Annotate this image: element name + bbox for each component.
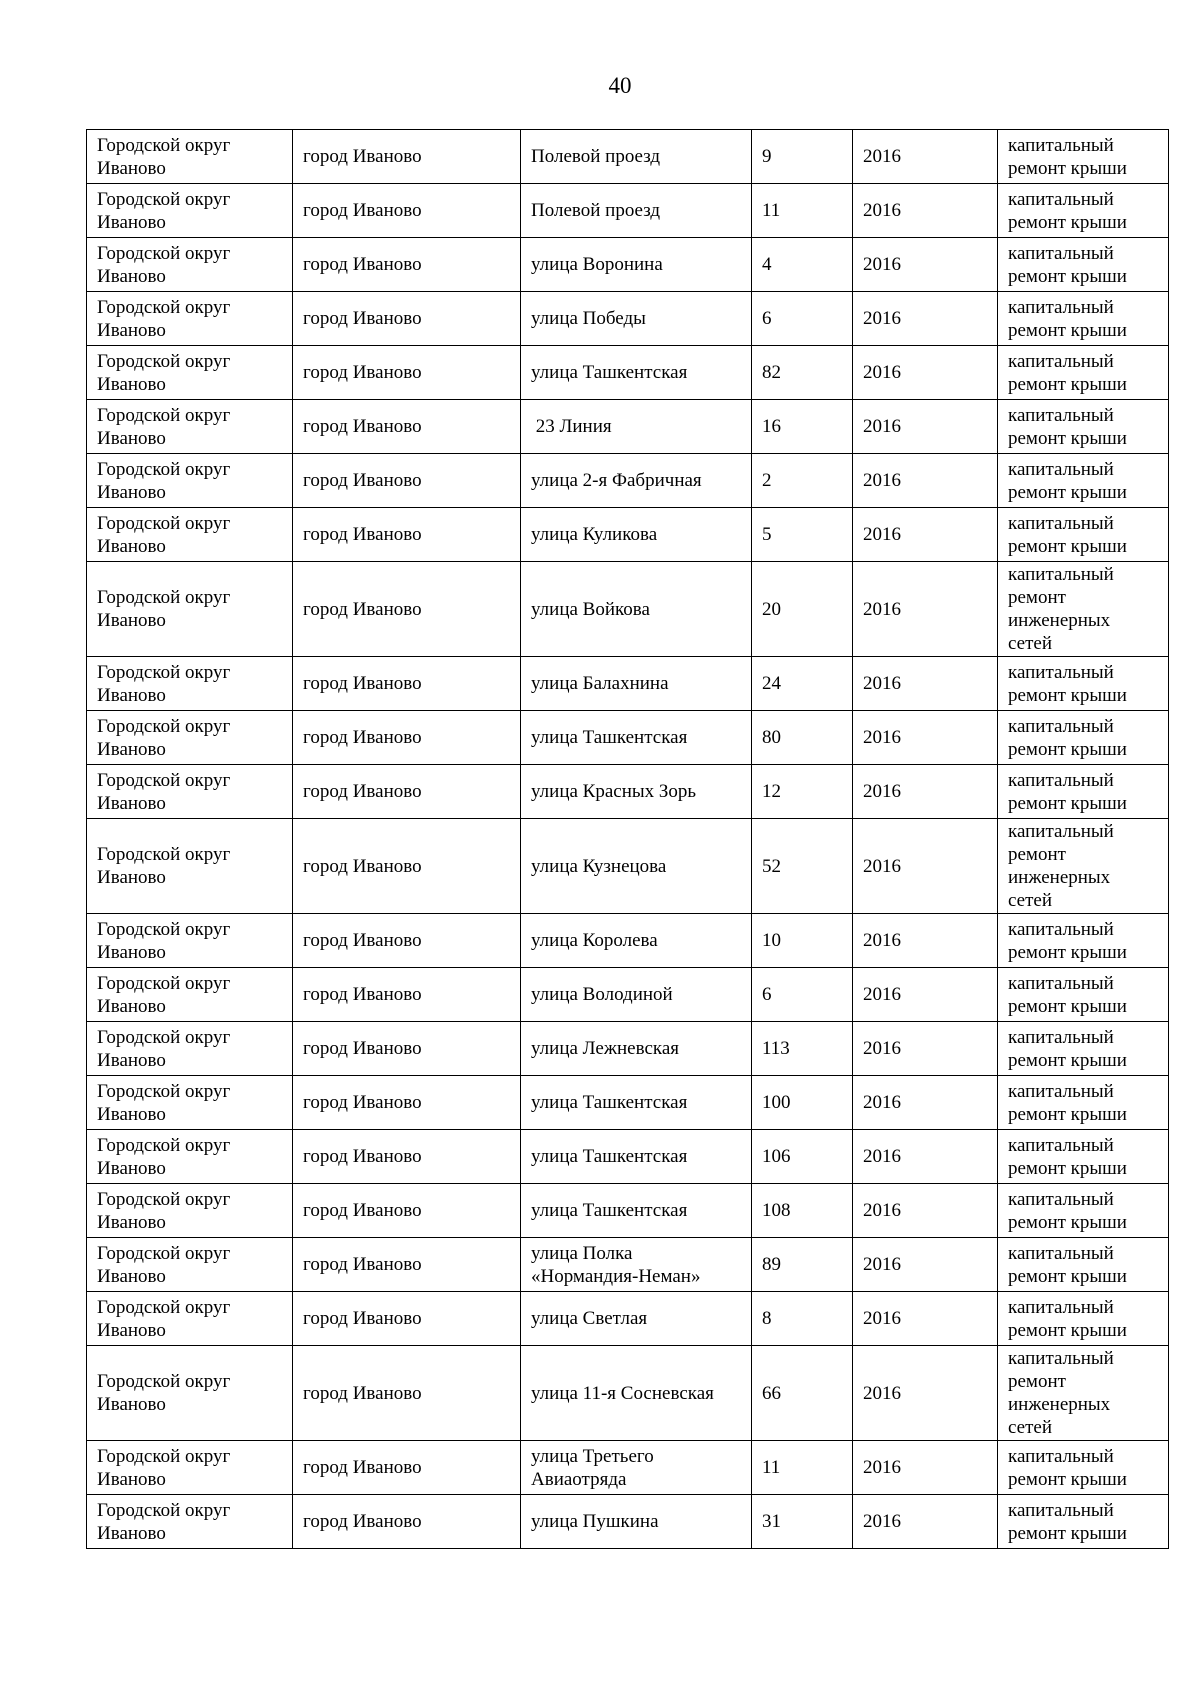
cell-year: 2016 bbox=[853, 184, 998, 238]
cell-work-type: капитальный ремонт крыши bbox=[998, 1292, 1169, 1346]
table-row bbox=[87, 657, 1169, 711]
cell-city: город Иваново bbox=[293, 400, 521, 454]
cell-street: улица Ташкентская bbox=[521, 346, 752, 400]
cell-work-type: капитальный ремонт крыши bbox=[998, 1076, 1169, 1130]
cell-work-type: капитальный ремонт крыши bbox=[998, 238, 1169, 292]
cell-work-type: капитальный ремонт крыши bbox=[998, 1022, 1169, 1076]
cell-street: улица 2-я Фабричная bbox=[521, 454, 752, 508]
cell-street: улица Войкова bbox=[521, 562, 752, 657]
cell-street: улица Лежневская bbox=[521, 1022, 752, 1076]
cell-year: 2016 bbox=[853, 562, 998, 657]
cell-year: 2016 bbox=[853, 765, 998, 819]
cell-house-number: 6 bbox=[752, 292, 853, 346]
cell-street: улица Ташкентская bbox=[521, 1076, 752, 1130]
table-row bbox=[87, 1292, 1169, 1346]
cell-house-number: 52 bbox=[752, 819, 853, 914]
cell-district: Городской округ Иваново bbox=[87, 346, 293, 400]
cell-district: Городской округ Иваново bbox=[87, 238, 293, 292]
cell-district: Городской округ Иваново bbox=[87, 1495, 293, 1549]
table-row bbox=[87, 711, 1169, 765]
table-row bbox=[87, 914, 1169, 968]
table-row bbox=[87, 1495, 1169, 1549]
cell-city: город Иваново bbox=[293, 1076, 521, 1130]
cell-city: город Иваново bbox=[293, 765, 521, 819]
cell-city: город Иваново bbox=[293, 914, 521, 968]
cell-year: 2016 bbox=[853, 1238, 998, 1292]
cell-street: Полевой проезд bbox=[521, 184, 752, 238]
cell-work-type: капитальный ремонт крыши bbox=[998, 1184, 1169, 1238]
table-row bbox=[87, 562, 1169, 657]
cell-house-number: 106 bbox=[752, 1130, 853, 1184]
cell-year: 2016 bbox=[853, 1495, 998, 1549]
table-row bbox=[87, 1346, 1169, 1441]
cell-city: город Иваново bbox=[293, 968, 521, 1022]
cell-street: улица Ташкентская bbox=[521, 1130, 752, 1184]
cell-year: 2016 bbox=[853, 400, 998, 454]
cell-district: Городской округ Иваново bbox=[87, 1238, 293, 1292]
cell-city: город Иваново bbox=[293, 562, 521, 657]
table-row bbox=[87, 819, 1169, 914]
cell-street: улица Володиной bbox=[521, 968, 752, 1022]
cell-year: 2016 bbox=[853, 1130, 998, 1184]
cell-year: 2016 bbox=[853, 346, 998, 400]
cell-house-number: 12 bbox=[752, 765, 853, 819]
cell-city: город Иваново bbox=[293, 1346, 521, 1441]
cell-work-type: капитальный ремонт инженерных сетей bbox=[998, 1346, 1169, 1441]
cell-house-number: 11 bbox=[752, 184, 853, 238]
cell-work-type: капитальный ремонт инженерных сетей bbox=[998, 562, 1169, 657]
table-row bbox=[87, 130, 1169, 184]
cell-district: Городской округ Иваново bbox=[87, 968, 293, 1022]
cell-district: Городской округ Иваново bbox=[87, 454, 293, 508]
cell-house-number: 31 bbox=[752, 1495, 853, 1549]
cell-work-type: капитальный ремонт крыши bbox=[998, 914, 1169, 968]
cell-year: 2016 bbox=[853, 508, 998, 562]
repair-schedule-table bbox=[86, 129, 1169, 1549]
cell-work-type: капитальный ремонт крыши bbox=[998, 184, 1169, 238]
cell-street: улица Третьего Авиаотряда bbox=[521, 1441, 752, 1495]
cell-district: Городской округ Иваново bbox=[87, 1441, 293, 1495]
cell-year: 2016 bbox=[853, 711, 998, 765]
cell-district: Городской округ Иваново bbox=[87, 292, 293, 346]
cell-work-type: капитальный ремонт крыши bbox=[998, 968, 1169, 1022]
cell-house-number: 16 bbox=[752, 400, 853, 454]
cell-city: город Иваново bbox=[293, 508, 521, 562]
cell-district: Городской округ Иваново bbox=[87, 765, 293, 819]
table-row bbox=[87, 346, 1169, 400]
cell-house-number: 5 bbox=[752, 508, 853, 562]
cell-district: Городской округ Иваново bbox=[87, 1184, 293, 1238]
cell-work-type: капитальный ремонт крыши bbox=[998, 1238, 1169, 1292]
table-row bbox=[87, 1184, 1169, 1238]
cell-work-type: капитальный ремонт крыши bbox=[998, 1130, 1169, 1184]
cell-house-number: 9 bbox=[752, 130, 853, 184]
cell-city: город Иваново bbox=[293, 1022, 521, 1076]
cell-house-number: 82 bbox=[752, 346, 853, 400]
cell-street: улица Красных Зорь bbox=[521, 765, 752, 819]
cell-district: Городской округ Иваново bbox=[87, 914, 293, 968]
table-row bbox=[87, 292, 1169, 346]
cell-street: улица Воронина bbox=[521, 238, 752, 292]
cell-street: улица 11-я Сосневская bbox=[521, 1346, 752, 1441]
cell-year: 2016 bbox=[853, 1346, 998, 1441]
cell-street: улица Ташкентская bbox=[521, 711, 752, 765]
cell-city: город Иваново bbox=[293, 346, 521, 400]
table-body bbox=[87, 130, 1169, 1549]
table-row bbox=[87, 508, 1169, 562]
table-row bbox=[87, 1022, 1169, 1076]
cell-city: город Иваново bbox=[293, 711, 521, 765]
cell-year: 2016 bbox=[853, 1076, 998, 1130]
cell-district: Городской округ Иваново bbox=[87, 1130, 293, 1184]
cell-year: 2016 bbox=[853, 1441, 998, 1495]
cell-year: 2016 bbox=[853, 819, 998, 914]
cell-city: город Иваново bbox=[293, 819, 521, 914]
cell-work-type: капитальный ремонт крыши bbox=[998, 1441, 1169, 1495]
table-row bbox=[87, 765, 1169, 819]
cell-street: улица Светлая bbox=[521, 1292, 752, 1346]
cell-year: 2016 bbox=[853, 292, 998, 346]
cell-year: 2016 bbox=[853, 238, 998, 292]
cell-district: Городской округ Иваново bbox=[87, 508, 293, 562]
page-number: 40 bbox=[608, 73, 632, 98]
cell-year: 2016 bbox=[853, 1292, 998, 1346]
cell-district: Городской округ Иваново bbox=[87, 1292, 293, 1346]
cell-house-number: 89 bbox=[752, 1238, 853, 1292]
cell-work-type: капитальный ремонт крыши bbox=[998, 711, 1169, 765]
cell-year: 2016 bbox=[853, 1184, 998, 1238]
cell-district: Городской округ Иваново bbox=[87, 1076, 293, 1130]
cell-district: Городской округ Иваново bbox=[87, 400, 293, 454]
cell-street: улица Полка «Нормандия-Неман» bbox=[521, 1238, 752, 1292]
cell-city: город Иваново bbox=[293, 1441, 521, 1495]
cell-district: Городской округ Иваново bbox=[87, 562, 293, 657]
cell-work-type: капитальный ремонт крыши bbox=[998, 130, 1169, 184]
cell-year: 2016 bbox=[853, 914, 998, 968]
cell-city: город Иваново bbox=[293, 238, 521, 292]
cell-city: город Иваново bbox=[293, 1238, 521, 1292]
cell-city: город Иваново bbox=[293, 657, 521, 711]
cell-year: 2016 bbox=[853, 454, 998, 508]
cell-house-number: 113 bbox=[752, 1022, 853, 1076]
table-row bbox=[87, 968, 1169, 1022]
cell-district: Городской округ Иваново bbox=[87, 184, 293, 238]
table-row bbox=[87, 1238, 1169, 1292]
cell-work-type: капитальный ремонт крыши bbox=[998, 346, 1169, 400]
cell-street: улица Ташкентская bbox=[521, 1184, 752, 1238]
cell-year: 2016 bbox=[853, 130, 998, 184]
cell-street: улица Кузнецова bbox=[521, 819, 752, 914]
cell-city: город Иваново bbox=[293, 1130, 521, 1184]
cell-year: 2016 bbox=[853, 657, 998, 711]
cell-house-number: 4 bbox=[752, 238, 853, 292]
table-row bbox=[87, 1130, 1169, 1184]
table-row bbox=[87, 238, 1169, 292]
cell-work-type: капитальный ремонт крыши bbox=[998, 400, 1169, 454]
cell-city: город Иваново bbox=[293, 184, 521, 238]
cell-house-number: 20 bbox=[752, 562, 853, 657]
cell-house-number: 108 bbox=[752, 1184, 853, 1238]
cell-city: город Иваново bbox=[293, 1184, 521, 1238]
cell-street: улица Королева bbox=[521, 914, 752, 968]
cell-house-number: 66 bbox=[752, 1346, 853, 1441]
cell-street: 23 Линия bbox=[521, 400, 752, 454]
cell-work-type: капитальный ремонт инженерных сетей bbox=[998, 819, 1169, 914]
cell-work-type: капитальный ремонт крыши bbox=[998, 657, 1169, 711]
cell-street: улица Куликова bbox=[521, 508, 752, 562]
table-row bbox=[87, 1076, 1169, 1130]
cell-street: улица Победы bbox=[521, 292, 752, 346]
table-row bbox=[87, 184, 1169, 238]
cell-work-type: капитальный ремонт крыши bbox=[998, 292, 1169, 346]
cell-house-number: 11 bbox=[752, 1441, 853, 1495]
cell-house-number: 80 bbox=[752, 711, 853, 765]
cell-district: Городской округ Иваново bbox=[87, 1346, 293, 1441]
cell-district: Городской округ Иваново bbox=[87, 130, 293, 184]
cell-city: город Иваново bbox=[293, 1292, 521, 1346]
cell-street: улица Балахнина bbox=[521, 657, 752, 711]
table-row bbox=[87, 454, 1169, 508]
cell-house-number: 8 bbox=[752, 1292, 853, 1346]
cell-street: улица Пушкина bbox=[521, 1495, 752, 1549]
cell-house-number: 10 bbox=[752, 914, 853, 968]
table-row bbox=[87, 1441, 1169, 1495]
cell-district: Городской округ Иваново bbox=[87, 819, 293, 914]
cell-city: город Иваново bbox=[293, 130, 521, 184]
cell-year: 2016 bbox=[853, 1022, 998, 1076]
cell-work-type: капитальный ремонт крыши bbox=[998, 765, 1169, 819]
cell-street: Полевой проезд bbox=[521, 130, 752, 184]
cell-house-number: 100 bbox=[752, 1076, 853, 1130]
cell-city: город Иваново bbox=[293, 1495, 521, 1549]
table-row bbox=[87, 400, 1169, 454]
cell-district: Городской округ Иваново bbox=[87, 1022, 293, 1076]
cell-city: город Иваново bbox=[293, 292, 521, 346]
cell-district: Городской округ Иваново bbox=[87, 711, 293, 765]
cell-city: город Иваново bbox=[293, 454, 521, 508]
cell-district: Городской округ Иваново bbox=[87, 657, 293, 711]
cell-work-type: капитальный ремонт крыши bbox=[998, 508, 1169, 562]
cell-work-type: капитальный ремонт крыши bbox=[998, 454, 1169, 508]
cell-year: 2016 bbox=[853, 968, 998, 1022]
cell-house-number: 2 bbox=[752, 454, 853, 508]
cell-house-number: 6 bbox=[752, 968, 853, 1022]
cell-house-number: 24 bbox=[752, 657, 853, 711]
cell-work-type: капитальный ремонт крыши bbox=[998, 1495, 1169, 1549]
